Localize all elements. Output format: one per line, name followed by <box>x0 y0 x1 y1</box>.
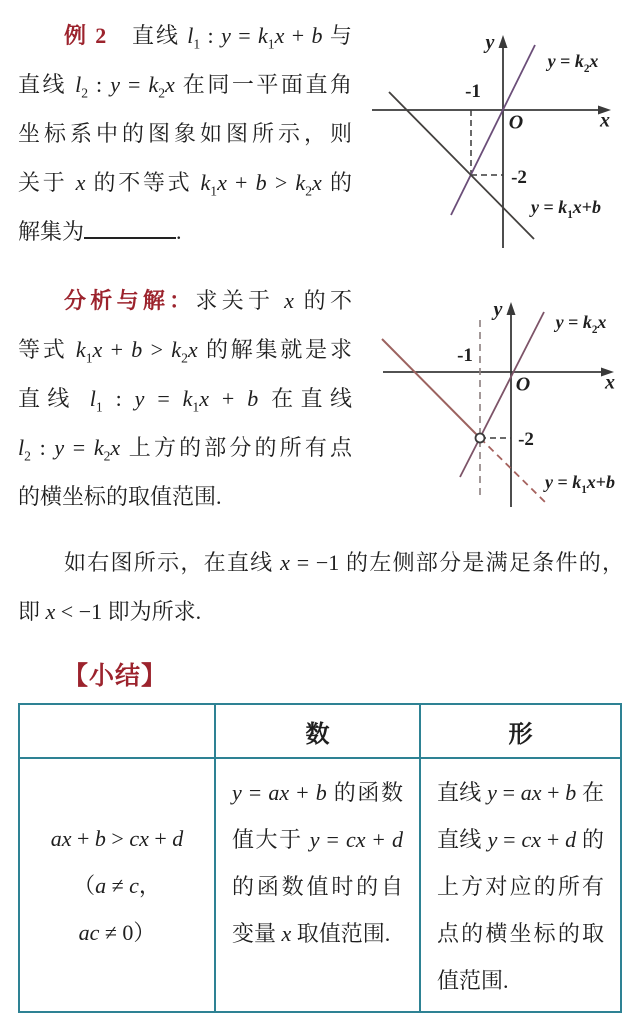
y-axis-label: y <box>485 31 495 54</box>
line-k2-equation-label: $y = k_2x$ <box>547 51 599 75</box>
text-line: y = ax + b 的函数 <box>232 780 403 805</box>
text-line: 即 x < −1 即为所求. <box>18 599 202 624</box>
text-line: 变量 x 取值范围. <box>232 921 391 946</box>
text-line: 分析与解：求关于 x 的不 <box>64 288 352 313</box>
text-line: 值范围. <box>437 968 509 993</box>
table-cell-inequality <box>20 757 214 1011</box>
line-y-k1x-plus-b-dashed-part <box>480 438 545 502</box>
text-line: 例 2 直线 $l_1$ : $y = k_1x + b$ 与 <box>64 23 352 52</box>
table-header-number: 数 <box>214 705 419 757</box>
text-line: 直线 y = ax + b 在 <box>437 780 604 805</box>
answer-blank <box>84 237 176 239</box>
text-line: 坐标系中的图象如图所示，则 <box>18 121 352 146</box>
table-cell-shape-description <box>419 757 620 1011</box>
origin-label: O <box>508 111 524 134</box>
y-axis-label: y <box>493 298 503 321</box>
coordinate-graph-1 <box>365 18 640 250</box>
text-line: （a ≠ c， <box>73 872 161 898</box>
table-header-shape: 形 <box>419 705 620 757</box>
tick-label-minus2: -2 <box>518 429 534 450</box>
conclusion-paragraph <box>18 538 624 636</box>
analysis-paragraph <box>18 276 352 521</box>
x-axis-label: x <box>605 371 615 394</box>
text-line: ax + b > cx + d <box>50 825 184 851</box>
text-line: 直线 $l_2$ : $y = k_2x$ 在同一平面直角 <box>18 72 352 101</box>
y-axis-arrow <box>507 302 516 315</box>
intersection-open-circle <box>476 434 485 443</box>
summary-table <box>18 703 622 1013</box>
example-paragraph <box>18 11 352 256</box>
y-axis-arrow <box>499 35 508 48</box>
text-line: 直线 y = cx + d 的 <box>437 827 604 852</box>
text-line: 值大于 y = cx + d <box>232 827 403 852</box>
tick-label-minus2: -2 <box>511 167 527 188</box>
tick-label-minus1: -1 <box>465 81 481 102</box>
text-line: 如右图所示，在直线 x = −1 的左侧部分是满足条件的， <box>64 550 624 575</box>
text-line: 上方对应的所有 <box>437 874 604 899</box>
tick-label-minus1: -1 <box>457 345 473 366</box>
text-line: 直线 $l_1$ : $y = k_1x + b$ 在直线 <box>18 386 352 415</box>
coordinate-graph-2 <box>365 283 640 520</box>
line-k1-equation-label: $y = k_1x+b$ <box>530 197 602 221</box>
text-line: 等式 $k_1x + b > k_2x$ 的解集就是求 <box>18 337 352 366</box>
text-line: 的函数值时的自 <box>232 874 403 899</box>
text-line: 解集为 . <box>18 219 182 244</box>
summary-heading: 【小结】 <box>63 663 168 690</box>
line-y-k2x <box>460 312 544 477</box>
origin-label: O <box>515 373 531 396</box>
table-header-empty <box>20 705 214 757</box>
text-line: ac ≠ 0） <box>78 919 156 945</box>
x-axis-label: x <box>600 109 610 132</box>
text-line: 的横坐标的取值范围. <box>18 484 222 509</box>
text-line: 点的横坐标的取 <box>437 921 604 946</box>
line-k2-equation-label: $y = k_2x$ <box>555 312 607 336</box>
text-line: 关于 x 的不等式 $k_1x + b > k_2x$ 的 <box>18 170 352 199</box>
table-cell-number-description <box>214 757 419 1011</box>
line-k1-equation-label: $y = k_1x+b$ <box>544 472 616 496</box>
text-line: $l_2$ : $y = k_2x$ 上方的部分的所有点 <box>18 435 352 464</box>
